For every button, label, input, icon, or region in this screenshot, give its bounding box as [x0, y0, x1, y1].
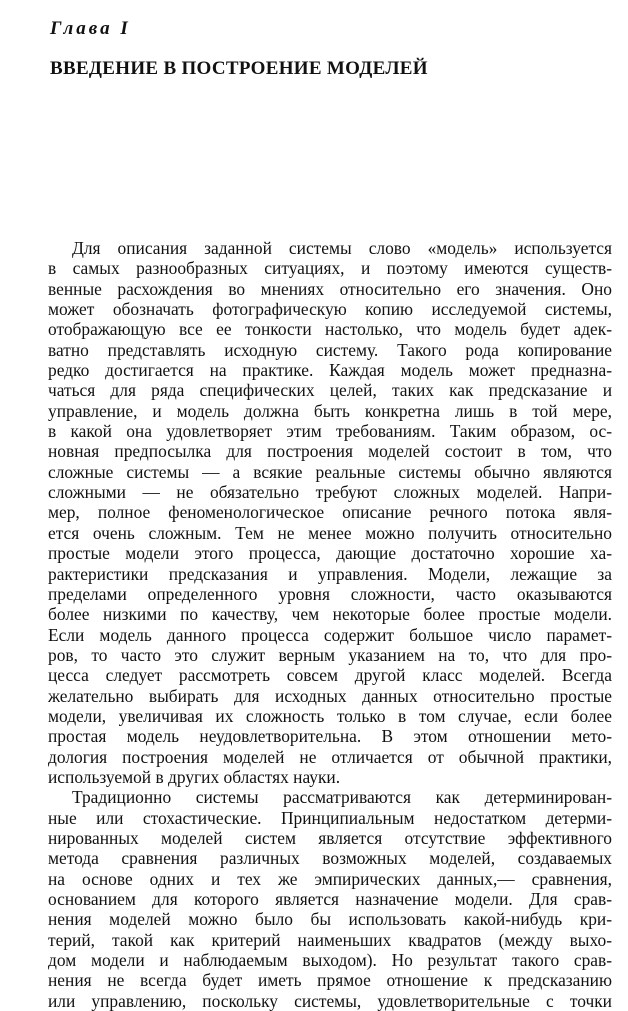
text-line: чаться для ряда специфических целей, таких как предсказание и: [48, 380, 612, 401]
chapter-title: ВВЕДЕНИЕ В ПОСТРОЕНИЕ МОДЕЛЕЙ: [50, 58, 428, 79]
text-line: желательно выбирать для исходных данных относительно простые: [48, 685, 612, 706]
text-line: ется очень сложным. Тем не менее можно получить относительно: [48, 522, 612, 543]
text-line: основанием для которого является назначение модели. Для срав-: [48, 889, 612, 909]
text-line: может обозначать фотографическую копию исследуемой системы,: [48, 299, 612, 320]
text-line: Для описания заданной системы слово «модель» используется: [72, 238, 612, 258]
text-line: в какой она удовлетворяет этим требованиям. Таким образом, ос-: [48, 421, 612, 442]
text-line: Если модель данного процесса содержит большое число парамет-: [48, 624, 612, 645]
text-line: на основе одних и тех же эмпирических данных,— сравнения,: [48, 868, 612, 889]
text-line: простые модели этого процесса, дающие достаточно хорошие ха-: [48, 543, 612, 564]
text-line: редко достигается на практике. Каждая модель может предназна-: [48, 360, 612, 381]
text-line: цесса следует рассмотреть совсем другой класс моделей. Всегда: [48, 665, 612, 686]
text-line: венные расхождения во мнениях относительно его значения. Оно: [48, 278, 612, 299]
text-line: более низкими по качеству, чем некоторые более простые модели.: [48, 604, 612, 625]
text-line: нированных моделей систем является отсутствие эффективного: [48, 827, 612, 848]
text-line: ров, то часто это служит верным указанием на то, что для про-: [48, 644, 612, 665]
text-line: сложные системы — а всякие реальные системы обычно являются: [48, 461, 612, 482]
text-line: мер, полное феноменологическое описание речного потока явля-: [48, 502, 612, 523]
text-line: используемой в других областях науки.: [48, 766, 341, 787]
text-line: рактеристики предсказания и управления. Модели, лежащие за: [48, 563, 612, 584]
body-text: [48, 238, 612, 1011]
chapter-label: Глава I: [50, 18, 131, 39]
text-line: нения не всегда будет иметь прямое отношение к предсказанию: [48, 970, 612, 991]
text-line: ватно представлять исходную систему. Такого рода копирование: [48, 339, 612, 360]
text-line: Традиционно системы рассматриваются как детерминирован-: [72, 787, 612, 808]
paragraph: [48, 787, 612, 1011]
paragraph: [48, 238, 612, 787]
text-line: сложными — не обязательно требуют сложных моделей. Напри-: [48, 482, 612, 503]
text-line: простая модель неудовлетворительна. В этом отношении мето-: [48, 726, 612, 747]
text-line: отображающую все ее тонкости настолько, что модель будет адек-: [48, 319, 612, 340]
text-line: ные или стохастические. Принципиальным недостатком детерми-: [48, 807, 612, 828]
text-line: метода сравнения различных возможных моделей, создаваемых: [48, 848, 612, 869]
text-line: управление, и модель должна быть конкретна лишь в той мере,: [48, 400, 612, 421]
text-line: дом модели и наблюдаемым выходом). Но результат такого срав-: [48, 950, 612, 971]
text-line: в самых разнообразных ситуациях, и поэтому имеются существ-: [48, 258, 612, 279]
text-line: терий, такой как критерий наименьших квадратов (между выхо-: [48, 929, 612, 950]
text-line: или управлению, поскольку системы, удовлетворительные с точки: [48, 990, 612, 1011]
text-line: нения моделей можно было бы использовать какой-нибудь кри-: [48, 909, 612, 930]
text-line: новная предпосылка для построения моделей состоит в том, что: [48, 441, 612, 462]
text-line: дология построения моделей не отличается от обычной практики,: [48, 746, 612, 767]
text-line: пределами определенного уровня сложности, часто оказываются: [48, 583, 612, 604]
text-line: модели, увеличивая их сложность только в том случае, если более: [48, 705, 612, 726]
